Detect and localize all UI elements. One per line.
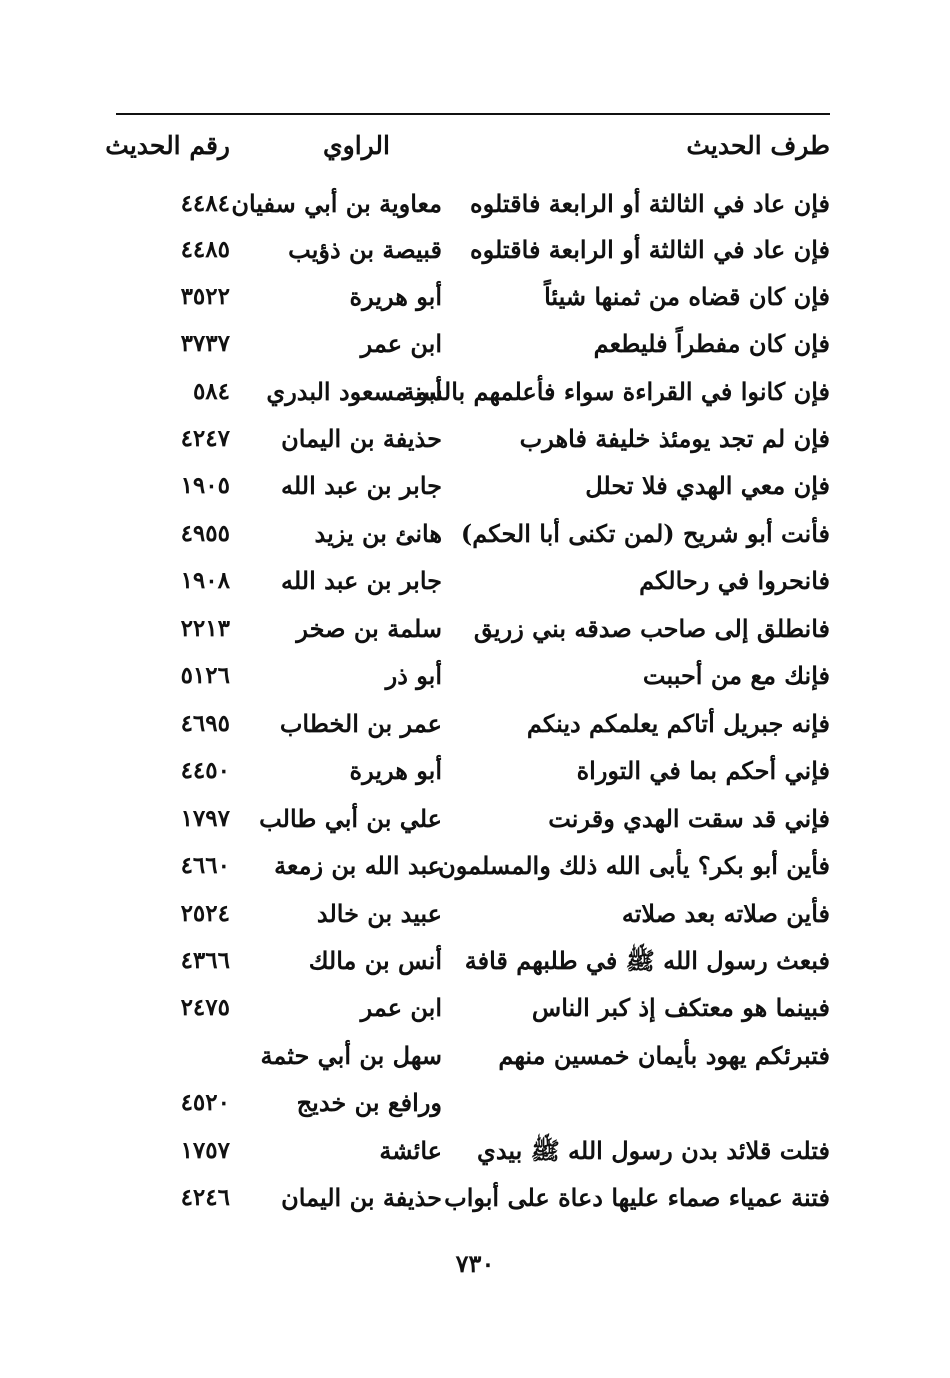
table-row [110,372,830,412]
number-cell: ٢٤٧٥ [180,994,230,1021]
hadith-cell: فإن لم تجد يومئذ خليفة فاهرب [519,424,830,453]
hadith-cell: فبعث رسول الله ﷺ في طلبهم قافة [464,946,830,975]
narrator-cell: أنس بن مالك [308,946,442,975]
number-cell: ٤٦٩٥ [180,710,230,737]
table-row [110,230,830,270]
table-row [110,561,830,601]
narrator-cell: قبيصة بن ذؤيب [288,235,442,264]
number-cell: ٤٤٨٥ [180,236,230,263]
number-cell: ٤٩٥٥ [180,520,230,547]
hadith-cell: فانطلق إلى صاحب صدقه بني زريق [473,614,830,643]
number-cell: ٢٥٢٤ [180,900,230,927]
number-cell: ٤٤٥٠ [180,757,230,784]
number-cell: ٤٦٦٠ [180,852,230,879]
table-row [110,1131,830,1171]
hadith-cell: فتلت قلائد بدن رسول الله ﷺ بيدي [477,1136,830,1165]
number-cell: ٤٤٨٤ [180,190,230,217]
number-cell: ١٩٠٥ [180,472,230,499]
number-cell: ٣٥٢٢ [180,283,230,310]
table-row [110,846,830,886]
number-cell: ٤٣٦٦ [180,947,230,974]
hadith-cell: فإني أحكم بما في التوراة [576,756,830,785]
narrator-cell: جابر بن عبد الله [280,471,442,500]
hadith-cell: فإن كانوا في القراءة سواء فأعلمهم بالسنة [402,377,830,406]
narrator-cell: سهل بن أبي حثمة [260,1041,442,1070]
header-hadith: طرف الحديث [686,131,830,160]
hadith-cell: فأنت أبو شريح (لمن تكنى أبا الحكم) [460,519,830,548]
table-row [110,609,830,649]
table-row [110,277,830,317]
hadith-cell: فأين صلاته بعد صلاته [621,899,830,928]
hadith-cell: فإنك مع من أحببت [642,661,830,690]
narrator-cell: أبو هريرة [349,756,442,785]
narrator-cell: عمر بن الخطاب [279,709,442,738]
table-row [110,799,830,839]
hadith-cell: فبينما هو معتكف إذ كبر الناس [531,993,830,1022]
number-cell: ٤٢٤٧ [180,425,230,452]
number-cell: ١٧٥٧ [180,1137,230,1164]
table-row [110,1178,830,1218]
table-row [110,466,830,506]
header-narrator: الراوي [323,131,390,160]
hadith-cell: فإن عاد في الثالثة أو الرابعة فاقتلوه [470,235,830,264]
table-row [110,656,830,696]
narrator-cell: ابن عمر [360,329,442,358]
number-cell: ١٧٩٧ [180,805,230,832]
hadith-cell [450,1083,830,1123]
narrator-cell: جابر بن عبد الله [280,566,442,595]
table-header [105,126,830,166]
table-row [110,988,830,1028]
hadith-cell: فإن عاد في الثالثة أو الرابعة فاقتلوه [470,189,830,218]
table-row [110,894,830,934]
narrator-cell: ابن عمر [360,993,442,1022]
narrator-cell: ورافع بن خديج [296,1088,442,1117]
narrator-cell: عائشة [379,1136,442,1165]
number-cell: ٥١٢٦ [180,662,230,689]
hadith-cell: فإنه جبريل أتاكم يعلمكم دينكم [526,709,830,738]
header-number: رقم الحديث [105,131,230,160]
narrator-cell: علي بن أبي طالب [259,804,442,833]
table-row [110,184,830,224]
number-cell: ٤٢٤٦ [180,1184,230,1211]
narrator-cell: معاوية بن أبي سفيان [231,189,442,218]
table-row [110,1036,830,1076]
narrator-cell: عبد الله بن زمعة [274,851,442,880]
hadith-cell: فإن كان مفطراً فليطعم [593,329,830,358]
number-cell: ٤٥٢٠ [180,1089,230,1116]
hadith-cell: فتبرئكم يهود بأيمان خمسين منهم [498,1041,830,1070]
page-number: ٧٣٠ [455,1249,495,1278]
hadith-cell: فإن كان قضاه من ثمنها شيئاً [544,282,830,311]
table-row [110,324,830,364]
hadith-cell: فإن معي الهدي فلا تحلل [585,471,830,500]
table-row [110,751,830,791]
narrator-cell: حذيفة بن اليمان [281,1183,442,1212]
hadith-cell: فتنة عمياء صماء عليها دعاة على أبواب [444,1183,830,1212]
hadith-cell: فإني قد سقت الهدي وقرنت [548,804,830,833]
narrator-cell: عبيد بن خالد [316,899,442,928]
narrator-cell: هانئ بن يزيد [314,519,442,548]
header-rule [116,113,830,115]
narrator-cell: أبو هريرة [349,282,442,311]
table-row [110,1083,830,1123]
number-cell: ٣٧٣٧ [180,330,230,357]
table-row [110,514,830,554]
number-cell: ١٩٠٨ [180,567,230,594]
narrator-cell: سلمة بن صخر [296,614,442,643]
table-row [110,704,830,744]
number-cell: ٥٨٤ [192,378,230,405]
hadith-cell: فانحروا في رحالكم [639,566,830,595]
narrator-cell: أبو ذر [385,661,442,690]
number-cell [110,1036,230,1076]
hadith-cell: فأين أبو بكر؟ يأبى الله ذلك والمسلمون [438,851,830,880]
narrator-cell: أبو مسعود البدري [266,377,442,406]
narrator-cell: حذيفة بن اليمان [281,424,442,453]
table-row [110,941,830,981]
number-cell: ٢٢١٣ [180,615,230,642]
table-row [110,419,830,459]
